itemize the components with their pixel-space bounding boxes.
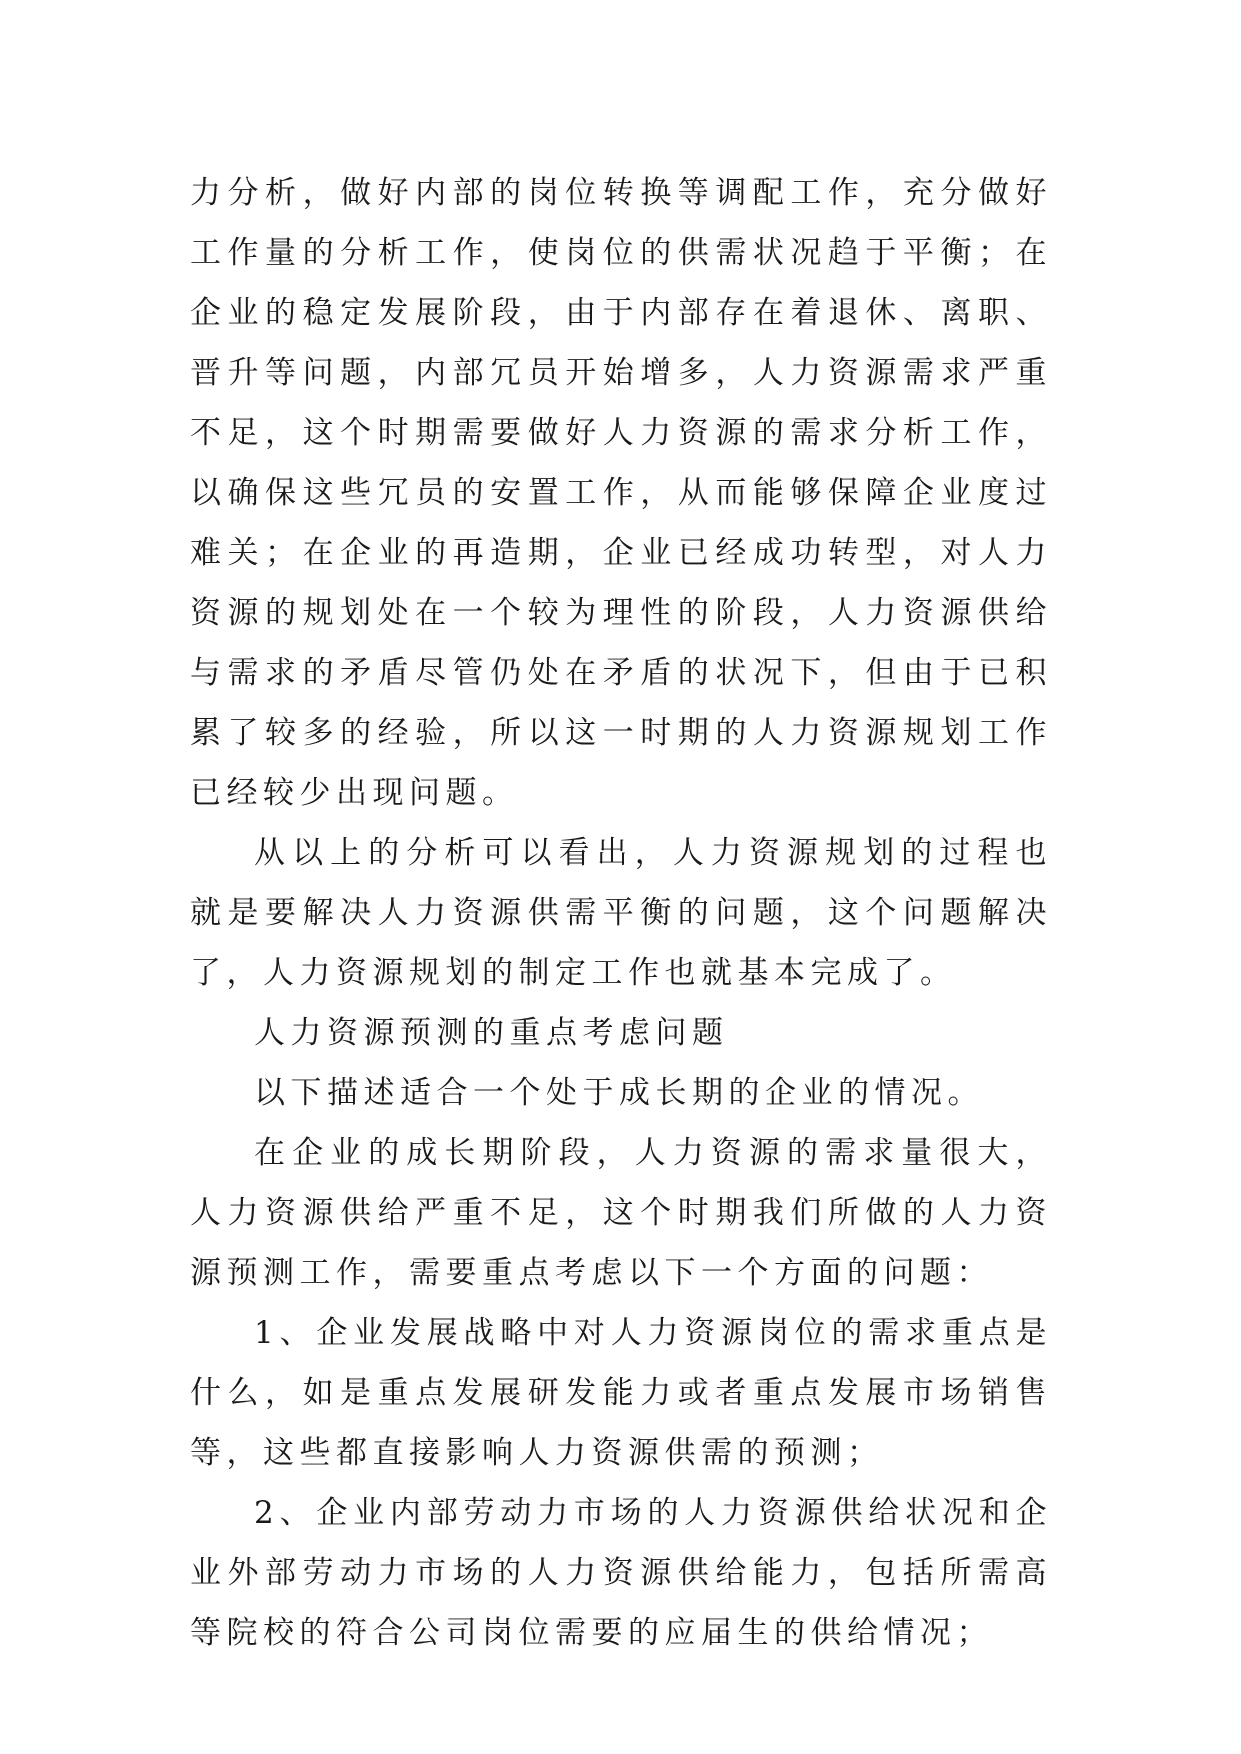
section-heading: 人力资源预测的重点考虑问题 [254, 1015, 729, 1051]
list-item: 1、企业发展战略中对人力资源岗位的需求重点是什么，如是重点发展研发能力或者重点发展市场销售等，这些都直接影响人力资源供需的预测； [190, 1315, 1052, 1471]
paragraph: 在企业的成长期阶段，人力资源的需求量很大，人力资源供给严重不足，这个时期我们所做的人力资源预测工作，需要重点考虑以下一个方面的问题： [190, 1135, 1052, 1291]
list-item: 2、企业内部劳动力市场的人力资源供给状况和企业外部劳动力市场的人力资源供给能力，包括所需高等院校的符合公司岗位需要的应届生的供给情况； [190, 1495, 1052, 1651]
paragraph: 力分析，做好内部的岗位转换等调配工作，充分做好工作量的分析工作，使岗位的供需状况趋于平衡；在企业的稳定发展阶段，由于内部存在着退休、离职、晋升等问题，内部冗员开始增多，人力资源需求严重不足，这个时期需要做好人力资源的需求分析工作，以确保这些冗员的安置工作，从而能够保障企业度过难关；在企业的再造期，企业已经成功转型，对人力资源的规划处在一个较为理性的阶段，人力资源供给与需求的矛盾尽管仍处在矛盾的状况下，但由于已积累了较多的经验，所以这一时期的人力资源规划工作已经较少出现问题。 [190, 175, 1052, 811]
document-body [190, 163, 1052, 1663]
paragraph: 以下描述适合一个处于成长期的企业的情况。 [254, 1075, 984, 1111]
paragraph: 从以上的分析可以看出，人力资源规划的过程也就是要解决人力资源供需平衡的问题，这个问题解决了，人力资源规划的制定工作也就基本完成了。 [190, 835, 1052, 991]
